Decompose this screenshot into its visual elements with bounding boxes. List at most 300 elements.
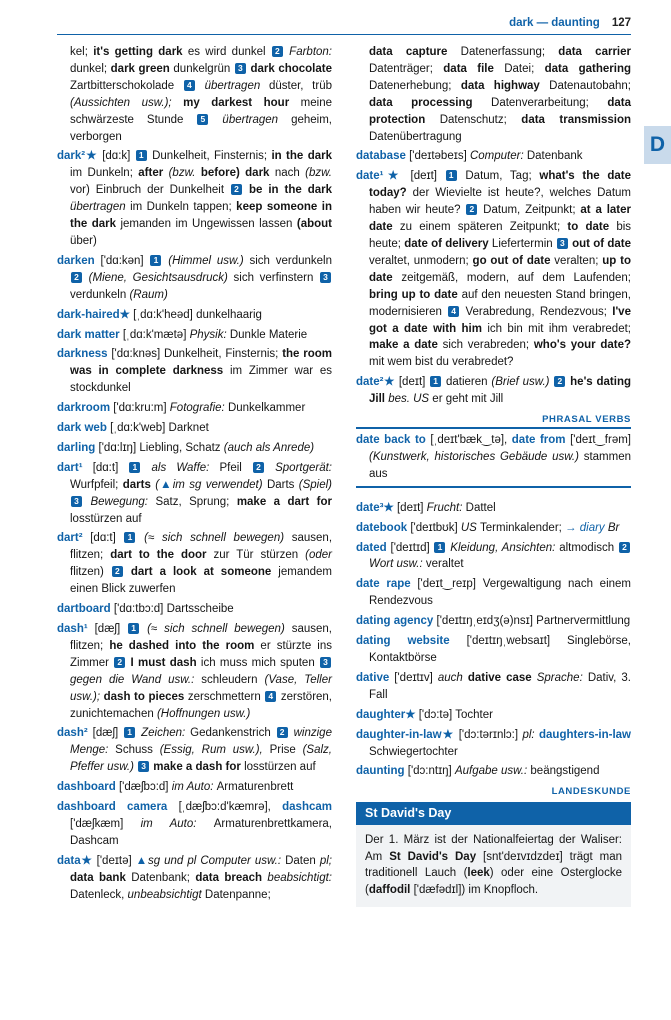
translation-text: dunkelhaarig [196, 308, 262, 321]
usage-label: unbeabsichtigt [127, 888, 205, 901]
usage-label: Physik: [189, 328, 230, 341]
translation-text: Datum, Tag; [457, 170, 540, 183]
sense-number-badge: 2 [114, 657, 125, 668]
sense-number-badge: 2 [71, 272, 82, 283]
bold-phrase: make a dart for [236, 495, 333, 508]
translation-text: Dartsscheibe [166, 603, 234, 616]
phonetic-transcription: [dɑ:k] [102, 150, 135, 163]
column-left [57, 44, 332, 907]
translation-text: Armaturenbrett [216, 781, 294, 794]
translation-text: zu einem späteren Zeitpunkt; [399, 221, 568, 234]
bold-phrase: dart a look at someone [123, 566, 279, 579]
usage-label: (bzw. [168, 167, 201, 180]
phonetic-transcription: ['dæfədɪl] [413, 883, 462, 896]
phonetic-transcription: [ˌdɑ:k'web] [110, 422, 169, 435]
phonetic-transcription: ['deɪtɪd] [390, 541, 434, 554]
translation-text: Datenerhebung; [369, 79, 461, 92]
usage-label: im Auto: [140, 817, 214, 830]
sense-number-badge: 2 [231, 184, 242, 195]
usage-label: (Brief usw.) [491, 376, 554, 389]
entry-daunting [356, 763, 631, 780]
sense-number-badge: 2 [253, 462, 264, 473]
phonetic-transcription: ['deɪtbʊk] [410, 521, 461, 534]
phonetic-transcription: [dæʃ] [92, 727, 124, 740]
headword: date²★ [356, 376, 399, 389]
bold-phrase: data capture [369, 46, 461, 58]
translation-text: Dunkelkammer [227, 402, 306, 415]
usage-label: (oder [305, 549, 332, 562]
phonetic-transcription: ['deɪt‿frəm] [570, 434, 631, 447]
usage-label: Aufgabe usw.: [454, 765, 531, 778]
translation-text: Datei; [504, 62, 545, 75]
phonetic-transcription: ['dæʃbɔ:d] [118, 781, 172, 794]
usage-label: im Auto: [171, 781, 217, 794]
phonetic-transcription: [deɪt] [410, 170, 445, 183]
entry-darken [57, 253, 332, 304]
translation-text: der Wievielte ist heute?, welches Datum haben wir heute? [369, 187, 631, 217]
bold-phrase: after [138, 167, 169, 180]
headword: dating agency [356, 615, 437, 628]
translation-text: sich verabreden; [442, 339, 534, 352]
sense-number-badge: 2 [619, 542, 630, 553]
entry-dated [356, 540, 631, 574]
translation-text: losstürzen auf [244, 761, 316, 774]
page-header [57, 16, 631, 30]
bold-phrase: it's getting dark [93, 46, 188, 58]
entry-daughter [356, 707, 631, 724]
headword-range: dark — daunting [509, 17, 600, 29]
translation-text: Schuss [115, 744, 160, 757]
entry-dating-website [356, 633, 631, 667]
headword: database [356, 150, 410, 163]
translation-text: veraltet [425, 558, 464, 571]
entry-date2 [356, 374, 631, 408]
usage-label: (≈ sich schnell bewegen) [140, 623, 292, 635]
translation-text: zur Tür stürzen [213, 549, 306, 562]
phonetic-transcription: ['deɪtɪv] [394, 671, 438, 684]
translation-text: Dunkle Materie [229, 328, 308, 341]
translation-text: dunkelgrün [173, 62, 234, 75]
phonetic-transcription: [deɪt] [396, 501, 427, 514]
phonetic-transcription: ['deɪt‿reɪp] [417, 578, 483, 591]
entry-daughter-in-law [356, 727, 631, 761]
usage-label: ( [155, 478, 160, 491]
content-columns [57, 44, 631, 907]
sense-number-badge: 3 [320, 657, 331, 668]
entry-darkness [57, 346, 332, 397]
headword: daughter★ [356, 708, 419, 721]
usage-label: pl: [522, 728, 539, 741]
translation-text: ich muss mich sputen [200, 656, 319, 669]
bold-phrase: at a later date [369, 204, 631, 234]
sense-number-badge: 1 [150, 255, 161, 266]
entry-dartboard [57, 601, 332, 618]
translation-text: veraltet, unmodern; [369, 254, 473, 267]
translation-text: Datenträger; [369, 62, 444, 75]
bold-phrase: to date [567, 221, 617, 234]
entry-database [356, 148, 631, 165]
translation-text: im Dunkeln tappen; [130, 201, 237, 214]
usage-label: übertragen [70, 201, 131, 214]
translation-text: Datenbank [526, 150, 583, 163]
usage-label: (auch als Anrede) [223, 441, 315, 454]
bold-phrase: dark green [110, 62, 174, 75]
headword: dart¹ [57, 461, 93, 474]
bold-phrase: daffodil [368, 883, 414, 896]
sense-number-badge: 2 [277, 727, 288, 738]
translation-text: auf den neuesten Stand bringen, modernisieren [369, 288, 631, 318]
sense-number-badge: 1 [430, 376, 441, 387]
usage-label: (bzw. [305, 167, 332, 180]
translation-text: Tochter [455, 708, 493, 721]
headword: dash¹ [57, 623, 95, 635]
usage-label: übertragen [195, 79, 269, 92]
bold-phrase: data carrier [558, 46, 631, 58]
entry-date3 [356, 500, 631, 517]
translation-text: Datenautobahn; [549, 79, 631, 92]
translation-text: beängstigend [530, 765, 600, 778]
usage-label: (Spiel) [298, 478, 332, 491]
translation-text: Singlebörse, Kontaktbörse [369, 635, 631, 664]
headword: dart² [57, 532, 91, 545]
headword: dashcam [282, 801, 332, 814]
phonetic-transcription: ['dɔ:tə] [418, 708, 456, 721]
translation-text: meine schwärzeste Stunde [70, 96, 332, 126]
sense-number-badge: 1 [434, 542, 445, 553]
translation-text: Datenerfassung; [460, 46, 559, 58]
usage-label: (Hoffnungen usw.) [156, 707, 251, 720]
translation-text: dunkel; [70, 62, 111, 75]
bold-phrase: be in the dark [242, 184, 332, 197]
phonetic-transcription: [ˌdæʃbɔ:d'kæmrə], [178, 801, 283, 814]
usage-label: Sprache: [536, 671, 588, 684]
translation-text: im Zimmer war es stockdunkel [70, 365, 332, 395]
bold-phrase: darts [122, 478, 156, 491]
headword: dartboard [57, 603, 114, 616]
translation-text: es wird dunkel [187, 46, 271, 58]
entry-dash2 [57, 725, 332, 776]
landeskunde-box [356, 802, 631, 907]
translation-text: Dattel [465, 501, 496, 514]
bold-phrase: bring up to date [369, 288, 462, 301]
translation-text: er stürzte ins Zimmer [70, 639, 332, 669]
translation-text: sausen, flitzen; [70, 623, 332, 652]
bold-phrase: data highway [460, 79, 550, 92]
bold-phrase: he's dating Jill [369, 376, 632, 406]
translation-text: zerstören, zunichtemachen [70, 690, 333, 720]
bold-phrase: the room was in complete darkness [70, 348, 332, 378]
landeskunde-label: LANDESKUNDE [551, 786, 631, 798]
usage-label: als Waffe: [141, 461, 220, 474]
translation-text: geheim, verborgen [70, 113, 332, 143]
warning-triangle-icon: ▲ [135, 854, 148, 867]
bold-phrase: dark chocolate [246, 62, 332, 75]
usage-label: bes. US [388, 393, 433, 406]
bold-phrase: dash to pieces [103, 690, 188, 703]
translation-text: Partnervermittlung [536, 615, 631, 628]
translation-text: jemandem einen Blick zuwerfen [70, 566, 332, 596]
phonetic-transcription: ['deɪtɪŋˌwebsaɪt] [466, 635, 568, 648]
usage-label: Sportgerät: [264, 461, 332, 474]
translation-text: losstürzen auf [70, 512, 142, 525]
translation-text: Zartbitterschokolade [70, 79, 183, 92]
usage-label: US [460, 521, 481, 534]
sense-number-badge: 1 [124, 532, 135, 543]
translation-text: ) im Knopfloch. [461, 883, 539, 896]
translation-text: ) oder eine Osterglocke ( [365, 867, 622, 896]
sense-number-badge: 2 [554, 376, 565, 387]
translation-text: Pfeil [219, 461, 252, 474]
phonetic-transcription: ['dɑ:tbɔ:d] [113, 603, 167, 616]
bold-phrase: make a date [369, 339, 443, 352]
entry-date-rape [356, 576, 631, 610]
translation-text: Schwiegertochter [369, 745, 458, 758]
translation-text: Datenpanne; [204, 888, 271, 901]
entry-dark2 [57, 148, 332, 249]
translation-text: Darts [266, 478, 299, 491]
usage-label: Zeichen: [136, 727, 191, 740]
usage-label: Fotografie: [169, 402, 228, 415]
usage-label: (Essig, Rum usw.), [159, 744, 270, 757]
headword: dative [356, 671, 395, 684]
phrasal-verbs-label: PHRASAL VERBS [356, 414, 631, 429]
entry-darling [57, 440, 332, 457]
translation-text: Datenbank; [131, 871, 196, 884]
bold-phrase: leek [467, 867, 490, 880]
sense-number-badge: 2 [466, 204, 477, 215]
usage-label: Computer: [469, 150, 527, 163]
usage-label: pl; [319, 854, 332, 867]
translation-text: sausen, flitzen; [70, 532, 333, 562]
translation-text: Dativ, 3. Fall [369, 671, 631, 701]
phonetic-transcription: [dɑ:t] [92, 461, 129, 474]
sense-number-badge: 4 [265, 691, 276, 702]
usage-label: Bewegung: [83, 495, 156, 508]
usage-label: Frucht: [426, 501, 466, 514]
translation-text: Wurfpfeil; [70, 478, 123, 491]
sense-number-badge: 5 [197, 114, 208, 125]
sense-number-badge: 1 [124, 727, 135, 738]
entry-dating-agency [356, 613, 631, 630]
phrasal-verbs-end-rule [356, 486, 631, 488]
phonetic-transcription: ['dɑ:knəs] [111, 348, 164, 361]
translation-text: Daten [285, 854, 320, 867]
bold-phrase: make a dash for [150, 761, 245, 774]
usage-label: (Aussichten usw.); [70, 96, 184, 109]
bold-phrase: St David's Day [389, 850, 484, 863]
headword: dating website [356, 635, 467, 648]
translation-text: Vergewaltigung nach einem Rendezvous [369, 578, 631, 608]
entry-dash1 [57, 621, 332, 722]
bold-phrase: out of date [568, 237, 631, 250]
usage-label: winzige Menge: [70, 727, 332, 757]
translation-text: mit wem bist du verabredet? [369, 356, 514, 369]
usage-label: (Vase, Teller usw.); [70, 673, 332, 703]
usage-label: Kleidung, Ansichten: [446, 541, 560, 554]
cross-reference: → diary [565, 521, 608, 534]
sense-number-badge: 2 [272, 46, 283, 57]
entry-data [57, 853, 332, 904]
phonetic-transcription: ['dæʃkæm] [70, 817, 141, 830]
translation-text: im Dunkeln; [70, 167, 139, 180]
bold-phrase: data bank [70, 871, 132, 884]
header-rule [57, 34, 631, 35]
entry-data-continuation [356, 44, 631, 145]
bold-phrase: data processing [369, 96, 492, 109]
bold-phrase: data gathering [544, 62, 632, 75]
translation-text: Liefertermin [491, 237, 556, 250]
translation-text: trägt man traditionell Lauch ( [365, 850, 622, 880]
bold-phrase: date of delivery [404, 237, 492, 250]
headword: dated [356, 541, 391, 554]
bold-phrase: up to date [369, 254, 631, 284]
usage-label: sg und pl Computer usw.: [147, 854, 286, 867]
bold-phrase: what's the date today? [369, 170, 631, 200]
usage-label: gegen die Wand usw.: [70, 673, 202, 686]
translation-text: vor) Einbruch der Dunkelheit [70, 184, 230, 197]
headword: date¹★ [356, 170, 411, 183]
translation-text: Der 1. März ist der Nationalfeiertag der Waliser: Am [365, 834, 622, 863]
translation-text: stammen aus [369, 450, 631, 480]
sense-number-badge: 4 [448, 306, 459, 317]
info-box-body [356, 825, 631, 907]
headword: dashboard [57, 781, 119, 794]
info-box-title: St David's Day [356, 802, 631, 825]
translation-text: Datum, Zeitpunkt; [478, 204, 581, 217]
usage-label: Wort usw.: [369, 558, 426, 571]
usage-label: im sg verwendet) [172, 478, 267, 491]
phonetic-transcription: [deɪt] [398, 376, 430, 389]
sense-number-badge: 3 [235, 63, 246, 74]
translation-text: düster, trüb [268, 79, 332, 92]
translation-text: zerschmettern [187, 690, 265, 703]
headword: dash² [57, 727, 93, 740]
entry-dashboard [57, 779, 332, 796]
phonetic-transcription: [ˌdɑ:k'mætə] [122, 328, 190, 341]
headword: data★ [57, 854, 97, 867]
sense-number-badge: 3 [71, 496, 82, 507]
usage-label: auch [437, 671, 468, 684]
column-right [356, 44, 631, 907]
phonetic-transcription: ['dɑ:lɪŋ] [98, 441, 140, 454]
entry-dark-matter [57, 327, 332, 344]
bold-phrase: before) dark [200, 167, 275, 180]
phonetic-transcription: ['dɑ:kru:m] [113, 402, 170, 415]
bold-phrase: he dashed into the room [109, 639, 261, 652]
sense-number-badge: 4 [184, 80, 195, 91]
sense-number-badge: 2 [112, 566, 123, 577]
headword: datebook [356, 521, 411, 534]
page-number: 127 [611, 17, 631, 29]
entry-dart1 [57, 460, 332, 528]
phonetic-transcription: ['dɔ:ntɪŋ] [407, 765, 455, 778]
sense-number-badge: 1 [128, 623, 139, 634]
translation-text: datieren [442, 376, 492, 389]
usage-label: Br [607, 521, 620, 534]
entry-darkroom [57, 400, 332, 417]
bold-phrase: data file [443, 62, 505, 75]
bold-phrase: data transmission [521, 113, 631, 126]
translation-text: ich bin mit ihm verabredet; [487, 322, 631, 335]
translation-text: Datenübertragung [369, 130, 462, 143]
bold-phrase: who's your date? [533, 339, 632, 352]
entry-dark1-continuation [57, 44, 332, 145]
translation-text: Liebling, Schatz [139, 441, 224, 454]
phonetic-transcription: ['dɑ:kən] [100, 254, 150, 267]
phonetic-transcription: ['deɪtə] [96, 854, 136, 867]
entry-dart2 [57, 530, 332, 598]
phonetic-transcription: ['deɪtəbeɪs] [409, 150, 470, 163]
headword: darling [57, 441, 99, 454]
bold-phrase: I must dash [126, 656, 201, 669]
translation-text: sich verfinstern [233, 271, 319, 284]
headword: darkroom [57, 402, 114, 415]
bold-phrase: in the dark [271, 150, 332, 163]
bold-phrase: I've got a date with him [369, 305, 631, 335]
phonetic-transcription: [snt'deɪvɪdzdeɪ] [483, 850, 570, 863]
usage-label: (Himmel usw.) [162, 254, 250, 267]
headword: date rape [356, 578, 418, 591]
translation-text: zeitgemäß, modern, auf dem Laufenden; [401, 271, 632, 284]
letter-tab: D [644, 126, 671, 164]
warning-triangle-icon: ▲ [159, 478, 173, 491]
phonetic-transcription: [dɑ:t] [90, 532, 124, 545]
translation-text: altmodisch [559, 541, 618, 554]
bold-phrase: data protection [369, 96, 631, 126]
headword: dark web [57, 422, 111, 435]
headword: dark matter [57, 328, 123, 341]
headword: date from [511, 434, 571, 447]
usage-label: Farbton: [283, 46, 332, 58]
bold-phrase: (about [296, 218, 332, 231]
entry-dative [356, 670, 631, 704]
headword: dark-haired★ [57, 308, 134, 321]
sense-number-badge: 3 [557, 238, 568, 249]
entry-dashboard-camera [57, 799, 332, 850]
translation-text: Prise [269, 744, 303, 757]
translation-text: er geht mit Jill [432, 393, 504, 406]
translation-text: Gedankenstrich [190, 727, 276, 740]
usage-label: beabsichtigt: [267, 871, 332, 884]
entry-datebook [356, 520, 631, 537]
headword: daughter-in-law★ [356, 728, 459, 741]
bold-phrase: go out of date [472, 254, 555, 267]
usage-label: (Salz, Pfeffer usw.) [70, 744, 332, 774]
usage-label: (Miene, Gesichtsausdruck) [83, 271, 234, 284]
phonetic-transcription: ['dɔ:tərɪnlɔ:] [458, 728, 523, 741]
translation-text: Datenschutz; [439, 113, 522, 126]
translation-text: veralten; [554, 254, 603, 267]
headword: darkness [57, 348, 112, 361]
translation-text: jemanden im Ungewissen lassen [120, 218, 297, 231]
sense-number-badge: 1 [129, 462, 140, 473]
phonetic-transcription: ['deɪtɪŋˌeɪdʒ(ə)nsɪ] [436, 615, 537, 628]
sense-number-badge: 1 [136, 150, 147, 161]
headword: daughters-in-law [539, 728, 632, 741]
translation-text: nach [274, 167, 306, 180]
translation-text: Dunkelheit, Finsternis; [163, 348, 283, 361]
translation-text: über) [70, 234, 97, 247]
translation-text: Dunkelheit, Finsternis; [147, 150, 272, 163]
phonetic-transcription: [ˌdɑ:k'heəd] [133, 308, 197, 321]
translation-text: flitzen) [70, 566, 111, 579]
usage-label: (Kunstwerk, historisches Gebäude usw.) [369, 450, 584, 463]
sense-number-badge: 3 [320, 272, 331, 283]
translation-text: schleudern [201, 673, 265, 686]
headword: dashboard camera [57, 801, 179, 814]
usage-label: (≈ sich schnell bewegen) [136, 532, 292, 545]
sense-number-badge: 1 [446, 170, 457, 181]
